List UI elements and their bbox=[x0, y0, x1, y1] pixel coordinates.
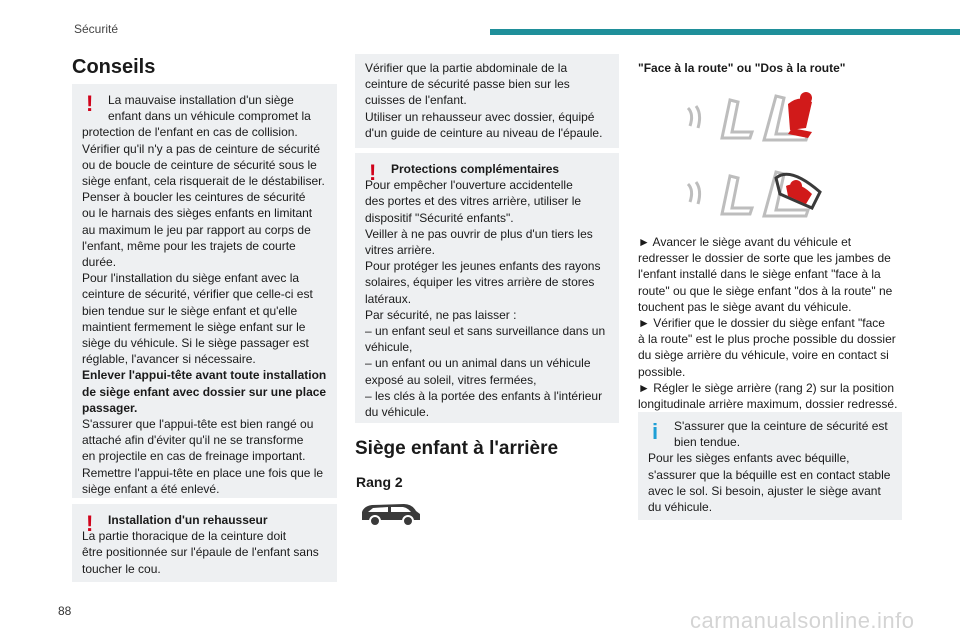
text-line: siège du véhicule. Si le siège passager est bbox=[82, 336, 309, 351]
text-line: Pour protéger les jeunes enfants des rayons bbox=[365, 259, 601, 274]
info-text bbox=[648, 418, 894, 515]
text-line: La partie thoracique de la ceinture doit bbox=[82, 529, 287, 544]
text-line: vitres arrière. bbox=[365, 243, 436, 258]
text-line: au maximum le jeu par rapport au corps de bbox=[82, 222, 311, 237]
text-line: Utiliser un rehausseur avec dossier, équipé bbox=[365, 109, 595, 124]
rear-facing-seat-illustration bbox=[680, 164, 840, 234]
text-line: l'enfant installé dans le siège enfant "face à la bbox=[638, 267, 881, 282]
text-line: attaché afin d'éviter qu'il ne se transforme bbox=[82, 433, 304, 448]
warning-text bbox=[82, 512, 329, 577]
text-line: – un enfant seul et sans surveillance dans un bbox=[365, 324, 606, 339]
text-line: s'assurer que la béquille est en contact stable bbox=[648, 467, 891, 482]
text-line: passager. bbox=[82, 400, 138, 415]
text-line: à la route" est le plus proche possible du dossier bbox=[638, 332, 896, 347]
text-line: bien tendue sur le siège enfant et qu'elle bbox=[82, 303, 298, 318]
text-line: enfant dans un véhicule compromet la bbox=[108, 109, 311, 124]
text-line: S'assurer que l'appui-tête est bien rangé ou bbox=[82, 417, 314, 432]
text-line: redresser le dossier de sorte que les jambes de bbox=[638, 251, 891, 266]
text-line: Vérifier que la partie abdominale de la bbox=[365, 61, 568, 75]
warning-box-booster bbox=[72, 504, 337, 582]
text-line: ou le harnais des sièges enfants en limitant bbox=[82, 206, 313, 221]
text-line: Penser à boucler les ceintures de sécurité bbox=[82, 190, 306, 205]
warning-icon: ! bbox=[369, 160, 377, 185]
text-line: des portes et des vitres arrière, utiliser le bbox=[365, 194, 582, 209]
text-line: Par sécurité, ne pas laisser : bbox=[365, 307, 517, 322]
text-line: siège enfant a été enlevé. bbox=[82, 481, 220, 496]
right-instructions bbox=[638, 234, 908, 412]
subsection-title: Rang 2 bbox=[356, 474, 403, 490]
text-line: maintient fermement le siège enfant sur le bbox=[82, 319, 306, 334]
warning-icon: ! bbox=[86, 91, 94, 116]
text-line: avec le sol. Si besoin, ajuster le siège avant bbox=[648, 483, 881, 498]
text-line: du siège arrière du véhicule, voire en contact si bbox=[638, 348, 889, 363]
text-line: ► Régler le siège arrière (rang 2) sur la position bbox=[638, 380, 894, 395]
text-line: durée. bbox=[82, 255, 117, 270]
text-line: en projectile en cas de freinage important. bbox=[82, 449, 306, 464]
text-line: l'enfant, même pour les trajets de courte bbox=[82, 238, 296, 253]
text-line: solaires, équiper les vitres arrière de stores bbox=[365, 275, 595, 290]
text-line: bien tendue. bbox=[674, 435, 741, 450]
text-line: ceinture de sécurité, vérifier que celle-ci est bbox=[82, 287, 313, 302]
text-line: de siège enfant avec dossier sur une place bbox=[82, 384, 327, 399]
text-line: réglable, l'avancer si nécessaire. bbox=[82, 352, 256, 367]
info-icon: i bbox=[652, 419, 659, 444]
text-line: Vérifier qu'il n'y a pas de ceinture de sécurité bbox=[82, 141, 321, 156]
warning-icon: ! bbox=[86, 511, 94, 536]
text-line: ► Avancer le siège avant du véhicule et bbox=[638, 235, 852, 249]
text-line: Pour l'installation du siège enfant avec la bbox=[82, 271, 300, 286]
text-line: touchent pas le siège avant du véhicule. bbox=[638, 299, 852, 314]
page-number: 88 bbox=[58, 604, 72, 618]
text-line: ► Vérifier que le dossier du siège enfant "face bbox=[638, 316, 885, 331]
text-line: longitudinale arrière maximum, dossier redressé. bbox=[638, 397, 898, 412]
text-line: exposé au soleil, vitres fermées, bbox=[365, 372, 537, 387]
info-box-belt bbox=[638, 412, 902, 520]
text-line: ou de boucle de ceinture de sécurité sous le bbox=[82, 157, 317, 172]
warning-text bbox=[365, 161, 611, 420]
text-line: siège enfant, cela risquerait de le déstabiliser. bbox=[82, 174, 325, 189]
car-side-icon bbox=[358, 500, 424, 528]
text-line: toucher le cou. bbox=[82, 561, 161, 576]
text-line: être positionnée sur l'épaule de l'enfant sans bbox=[82, 545, 319, 560]
text-line: dispositif "Sécurité enfants". bbox=[365, 210, 514, 225]
warning-heading: Installation d'un rehausseur bbox=[108, 513, 268, 527]
text-line: Remettre l'appui-tête en place une fois que le bbox=[82, 465, 324, 480]
warning-heading: Protections complémentaires bbox=[391, 162, 560, 176]
text-line: protection de l'enfant en cas de collision. bbox=[82, 125, 298, 140]
text-line: du véhicule. bbox=[648, 500, 713, 515]
text-line: véhicule, bbox=[365, 340, 413, 355]
text-line: Veiller à ne pas ouvrir de plus d'un tiers les bbox=[365, 226, 593, 241]
text-line: cuisses de l'enfant. bbox=[365, 93, 467, 108]
forward-facing-seat-illustration bbox=[680, 88, 840, 158]
text-line: du véhicule. bbox=[365, 405, 430, 420]
page-title: Conseils bbox=[72, 56, 156, 78]
text-line: possible. bbox=[638, 364, 686, 379]
text-line: latéraux. bbox=[365, 291, 412, 306]
watermark: carmanualsonline.info bbox=[690, 608, 915, 633]
text-line: Enlever l'appui-tête avant toute installation bbox=[82, 368, 327, 383]
section-tag: Sécurité bbox=[74, 22, 119, 36]
note-text bbox=[365, 60, 611, 141]
warning-box-installation bbox=[72, 84, 337, 498]
text-line: S'assurer que la ceinture de sécurité est bbox=[674, 419, 888, 433]
text-line: d'un guide de ceinture au niveau de l'épaule. bbox=[365, 125, 603, 140]
text-line: – les clés à la portée des enfants à l'intérieur bbox=[365, 388, 603, 403]
header-accent-bar bbox=[490, 29, 960, 35]
text-line: ceinture de sécurité passe bien sur les bbox=[365, 77, 570, 92]
right-heading: "Face à la route" ou "Dos à la route" bbox=[638, 61, 846, 75]
text-line: – un enfant ou un animal dans un véhicule bbox=[365, 356, 591, 371]
text-line: La mauvaise installation d'un siège bbox=[108, 93, 294, 107]
text-line: route" ou que le siège enfant "dos à la route" ne bbox=[638, 283, 893, 298]
text-line: Pour empêcher l'ouverture accidentelle bbox=[365, 178, 573, 193]
note-box-belt bbox=[355, 54, 619, 148]
text-line: Pour les sièges enfants avec béquille, bbox=[648, 451, 850, 466]
section-title: Siège enfant à l'arrière bbox=[355, 438, 559, 459]
warning-box-protections bbox=[355, 153, 619, 423]
warning-text bbox=[82, 92, 329, 497]
